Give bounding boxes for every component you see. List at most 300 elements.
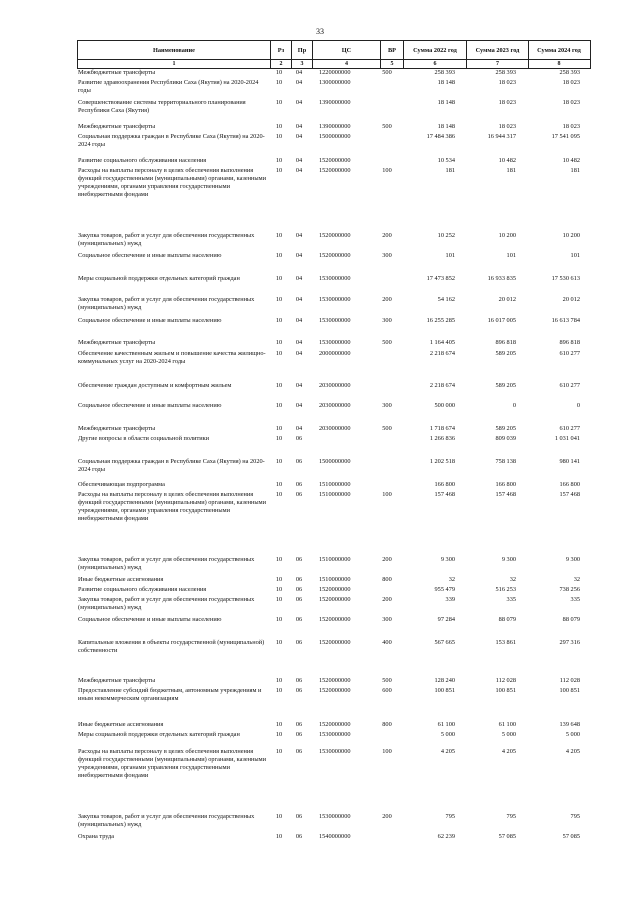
- row-sum-2022: 17 473 852: [426, 275, 455, 282]
- row-vr: 400: [382, 639, 392, 646]
- row-vr: 100: [382, 167, 392, 174]
- row-pr: 04: [295, 296, 303, 303]
- row-sum-2023: 758 138: [495, 458, 516, 465]
- row-pr: 06: [295, 596, 303, 603]
- row-pr: 06: [295, 435, 303, 442]
- row-vr: 100: [382, 491, 392, 498]
- row-vr: 300: [382, 402, 392, 409]
- row-sum-2022: 32: [448, 576, 455, 583]
- row-sum-2023: 112 028: [495, 677, 516, 684]
- table-row: [77, 576, 591, 584]
- row-rz: 10: [275, 79, 283, 86]
- row-name: Развитие социального обслуживания населения: [78, 157, 207, 164]
- row-rz: 10: [275, 99, 283, 106]
- table-row: [77, 382, 591, 390]
- row-pr: 04: [295, 123, 303, 130]
- row-sum-2024: 297 316: [559, 639, 580, 646]
- row-sum-2023: 5 000: [501, 731, 516, 738]
- row-sum-2022: 97 284: [437, 616, 455, 623]
- row-sum-2024: 258 393: [559, 69, 580, 76]
- row-pr: 06: [295, 833, 303, 840]
- row-vr: 800: [382, 576, 392, 583]
- header-cs: ЦС: [313, 41, 381, 59]
- row-vr: [376, 481, 398, 489]
- row-sum-2022: 18 148: [437, 123, 455, 130]
- row-name: Расходы на выплаты персоналу в целях обеспечения выполнения функций государственными (муниципальными) органами, казенными учреждениями, органами управления государственными внебюджетными фондами: [78, 748, 266, 779]
- row-name: Закупка товаров, работ и услуг для обеспечения государственных (муниципальных) нужд: [78, 296, 255, 311]
- row-sum-2023: 589 205: [495, 425, 516, 432]
- row-sum-2022: 258 393: [434, 69, 455, 76]
- row-name: Обеспечивающая подпрограмма: [78, 481, 165, 488]
- row-name: Обеспечение граждан доступным и комфортным жильем: [78, 382, 232, 389]
- row-sum-2024: 112 028: [559, 677, 580, 684]
- row-cs: 1530000000: [319, 275, 351, 282]
- header-vr: ВР: [381, 41, 404, 59]
- row-sum-2024: 100 851: [559, 687, 580, 694]
- page-number: 33: [316, 27, 324, 36]
- row-cs: 1220000000: [319, 69, 351, 76]
- row-vr: 500: [382, 123, 392, 130]
- row-rz: 10: [275, 133, 283, 140]
- table-row: [77, 586, 591, 594]
- row-cs: 2000000000: [319, 350, 351, 357]
- row-vr: [376, 833, 398, 841]
- budget-table: [77, 40, 591, 840]
- row-sum-2024: 896 818: [559, 339, 580, 346]
- row-sum-2024: 88 079: [562, 616, 580, 623]
- table-row: [77, 481, 591, 489]
- row-vr: 200: [382, 596, 392, 603]
- row-cs: 1540000000: [319, 833, 351, 840]
- row-sum-2023: 258 393: [495, 69, 516, 76]
- table-row: [77, 339, 591, 347]
- row-rz: 10: [275, 167, 283, 174]
- row-vr: 500: [382, 69, 392, 76]
- row-sum-2022: 10 534: [437, 157, 455, 164]
- table-row: [77, 275, 591, 283]
- row-sum-2023: 896 818: [495, 339, 516, 346]
- column-number: 7: [467, 60, 529, 68]
- row-sum-2023: 61 100: [498, 721, 516, 728]
- row-pr: 04: [295, 339, 303, 346]
- column-number: 8: [557, 61, 561, 67]
- column-number: 3: [292, 60, 313, 68]
- row-cs: 1510000000: [319, 556, 351, 563]
- row-name: Обеспечение качественным жильем и повышение качества жилищно-коммунальных услуг на 2020-2024 годы: [78, 350, 266, 365]
- row-pr: 06: [295, 586, 303, 593]
- row-sum-2022: 1 718 674: [429, 425, 455, 432]
- row-rz: 10: [275, 339, 283, 346]
- row-pr: 04: [295, 425, 303, 432]
- row-sum-2023: 181: [506, 167, 516, 174]
- row-pr: 04: [295, 69, 303, 76]
- row-sum-2022: 166 800: [434, 481, 455, 488]
- row-sum-2023: 88 079: [498, 616, 516, 623]
- row-sum-2022: 795: [445, 813, 455, 820]
- row-sum-2023: 20 012: [498, 296, 516, 303]
- row-vr: [376, 99, 398, 115]
- row-vr: 500: [382, 677, 392, 684]
- table-row: [77, 123, 591, 131]
- table-row: [77, 232, 591, 248]
- row-cs: 1530000000: [319, 317, 351, 324]
- row-rz: 10: [275, 157, 283, 164]
- table-row: [77, 721, 591, 729]
- row-vr: 200: [382, 296, 392, 303]
- row-name: Межбюджетные трансферты: [78, 123, 156, 130]
- row-pr: 06: [295, 721, 303, 728]
- table-row: [77, 748, 591, 780]
- row-sum-2023: 157 468: [495, 491, 516, 498]
- table-row: [77, 157, 591, 165]
- row-sum-2022: 500 000: [434, 402, 455, 409]
- row-cs: 1520000000: [319, 586, 351, 593]
- row-sum-2024: 166 800: [559, 481, 580, 488]
- row-name: Закупка товаров, работ и услуг для обеспечения государственных (муниципальных) нужд: [78, 232, 255, 247]
- row-rz: 10: [275, 296, 283, 303]
- row-name: Охрана труда: [78, 833, 115, 840]
- row-sum-2023: 57 085: [498, 833, 516, 840]
- row-sum-2022: 18 148: [437, 99, 455, 106]
- row-sum-2024: 10 200: [562, 232, 580, 239]
- row-name: Расходы на выплаты персоналу в целях обеспечения выполнения функций государственными (муниципальными) органами, казенными учреждениями, органами управления государственными внебюджетными фондами: [78, 167, 266, 198]
- row-pr: 06: [295, 576, 303, 583]
- row-pr: 06: [295, 748, 303, 755]
- row-sum-2024: 1 031 041: [554, 435, 580, 442]
- row-sum-2024: 16 613 784: [551, 317, 580, 324]
- row-cs: 1500000000: [319, 458, 351, 465]
- table-row: [77, 350, 591, 366]
- row-sum-2024: 610 277: [559, 350, 580, 357]
- row-sum-2024: 17 541 095: [551, 133, 580, 140]
- row-sum-2023: 335: [506, 596, 516, 603]
- row-pr: 04: [295, 382, 303, 389]
- row-sum-2022: 1 164 405: [429, 339, 455, 346]
- row-name: Меры социальной поддержки отдельных категорий граждан: [78, 275, 240, 282]
- row-vr: [376, 133, 398, 149]
- row-pr: 04: [295, 252, 303, 259]
- row-cs: 1520000000: [319, 677, 351, 684]
- row-cs: 1520000000: [319, 721, 351, 728]
- row-cs: 2030000000: [319, 425, 351, 432]
- row-sum-2022: 157 468: [434, 491, 455, 498]
- table-row: [77, 317, 591, 325]
- table-row: [77, 639, 591, 655]
- row-vr: 300: [382, 317, 392, 324]
- row-vr: 300: [382, 252, 392, 259]
- row-sum-2022: 16 255 285: [426, 317, 455, 324]
- row-cs: 1530000000: [319, 731, 351, 738]
- row-name: Иные бюджетные ассигнования: [78, 576, 164, 583]
- row-pr: 06: [295, 556, 303, 563]
- row-rz: 10: [275, 123, 283, 130]
- column-number: 6: [404, 60, 467, 68]
- row-pr: 06: [295, 458, 303, 465]
- column-number: 1: [78, 60, 271, 68]
- row-rz: 10: [275, 731, 283, 738]
- row-name: Межбюджетные трансферты: [78, 69, 156, 76]
- row-rz: 10: [275, 350, 283, 357]
- row-sum-2023: 10 200: [498, 232, 516, 239]
- row-sum-2023: 101: [506, 252, 516, 259]
- row-rz: 10: [275, 317, 283, 324]
- row-cs: 2030000000: [319, 402, 351, 409]
- row-sum-2024: 610 277: [559, 425, 580, 432]
- row-sum-2022: 62 239: [437, 833, 455, 840]
- row-sum-2024: 139 648: [559, 721, 580, 728]
- row-sum-2023: 100 851: [495, 687, 516, 694]
- row-cs: 1530000000: [319, 339, 351, 346]
- row-rz: 10: [275, 556, 283, 563]
- row-name: Межбюджетные трансферты: [78, 677, 156, 684]
- row-rz: 10: [275, 677, 283, 684]
- row-name: Социальная поддержка граждан в Республике Саха (Якутия) на 2020-2024 годы: [78, 133, 265, 148]
- row-sum-2022: 101: [445, 252, 455, 259]
- row-rz: 10: [275, 616, 283, 623]
- row-rz: 10: [275, 69, 283, 76]
- row-pr: 04: [295, 133, 303, 140]
- row-name: Межбюджетные трансферты: [78, 339, 156, 346]
- row-name: Социальное обеспечение и иные выплаты населению: [78, 616, 222, 623]
- row-name: Другие вопросы в области социальной политики: [78, 435, 210, 442]
- row-rz: 10: [275, 275, 283, 282]
- row-pr: 06: [295, 616, 303, 623]
- row-sum-2022: 4 205: [440, 748, 455, 755]
- row-vr: [376, 435, 398, 443]
- row-vr: [376, 157, 398, 165]
- row-name: Иные бюджетные ассигнования: [78, 721, 164, 728]
- table-row: [77, 687, 591, 703]
- row-cs: 1520000000: [319, 616, 351, 623]
- table-row: [77, 833, 591, 841]
- row-sum-2023: 16 933 835: [487, 275, 516, 282]
- row-sum-2023: 0: [512, 402, 516, 409]
- row-name: Социальное обеспечение и иные выплаты населению: [78, 252, 222, 259]
- row-sum-2024: 57 085: [562, 833, 580, 840]
- row-sum-2022: 181: [445, 167, 455, 174]
- row-vr: 200: [382, 813, 392, 820]
- row-sum-2024: 335: [570, 596, 580, 603]
- row-vr: 100: [382, 748, 392, 755]
- row-vr: [376, 586, 398, 594]
- row-rz: 10: [275, 748, 283, 755]
- row-pr: 04: [295, 402, 303, 409]
- row-cs: 1520000000: [319, 639, 351, 646]
- table-header-row: [77, 40, 591, 59]
- table-row: [77, 133, 591, 149]
- row-cs: 1530000000: [319, 296, 351, 303]
- row-pr: 04: [295, 275, 303, 282]
- row-rz: 10: [275, 596, 283, 603]
- column-number: 5: [381, 60, 404, 68]
- table-row: [77, 677, 591, 685]
- row-cs: 1520000000: [319, 167, 351, 174]
- row-rz: 10: [275, 481, 283, 488]
- header-name: Наименование: [78, 41, 271, 59]
- row-name: Социальное обеспечение и иные выплаты населению: [78, 402, 222, 409]
- row-cs: 1520000000: [319, 596, 351, 603]
- row-sum-2022: 18 148: [437, 79, 455, 86]
- row-pr: 04: [295, 232, 303, 239]
- table-row: [77, 252, 591, 260]
- row-sum-2023: 18 023: [498, 79, 516, 86]
- row-cs: 1520000000: [319, 252, 351, 259]
- row-rz: 10: [275, 458, 283, 465]
- table-row: [77, 402, 591, 410]
- row-sum-2022: 17 484 386: [426, 133, 455, 140]
- row-sum-2023: 153 861: [495, 639, 516, 646]
- row-rz: 10: [275, 576, 283, 583]
- column-number: 2: [271, 60, 292, 68]
- row-cs: 1510000000: [319, 576, 351, 583]
- row-sum-2022: 2 218 674: [429, 382, 455, 389]
- row-rz: 10: [275, 721, 283, 728]
- row-name: Совершенствование системы территориального планирования Республики Саха (Якутия): [78, 99, 246, 114]
- row-vr: [376, 731, 398, 739]
- row-sum-2023: 589 205: [495, 350, 516, 357]
- column-number: 4: [313, 60, 381, 68]
- row-vr: 200: [382, 556, 392, 563]
- row-sum-2023: 166 800: [495, 481, 516, 488]
- row-vr: [376, 275, 398, 283]
- row-rz: 10: [275, 402, 283, 409]
- row-sum-2023: 32: [509, 576, 516, 583]
- row-sum-2022: 339: [445, 596, 455, 603]
- row-sum-2023: 16 944 317: [487, 133, 516, 140]
- table-row: [77, 616, 591, 624]
- row-pr: 06: [295, 491, 303, 498]
- row-name: Развитие здравоохранения Республики Саха (Якутия) на 2020-2024 годы: [78, 79, 259, 94]
- row-vr: 800: [382, 721, 392, 728]
- row-vr: [376, 350, 398, 366]
- row-cs: 1300000000: [319, 79, 351, 86]
- row-sum-2023: 795: [506, 813, 516, 820]
- row-rz: 10: [275, 252, 283, 259]
- row-rz: 10: [275, 639, 283, 646]
- row-pr: 04: [295, 350, 303, 357]
- row-rz: 10: [275, 232, 283, 239]
- row-sum-2024: 32: [573, 576, 580, 583]
- row-sum-2022: 54 162: [437, 296, 455, 303]
- row-sum-2022: 1 266 836: [429, 435, 455, 442]
- row-sum-2024: 5 000: [565, 731, 580, 738]
- table-row: [77, 731, 591, 739]
- row-sum-2023: 16 017 005: [487, 317, 516, 324]
- row-pr: 06: [295, 731, 303, 738]
- header-sum-2023: Сумма 2023 год: [467, 41, 529, 59]
- row-rz: 10: [275, 586, 283, 593]
- row-sum-2024: 980 141: [559, 458, 580, 465]
- table-row: [77, 458, 591, 474]
- row-sum-2024: 18 023: [562, 123, 580, 130]
- table-row: [77, 556, 591, 572]
- row-vr: 300: [382, 616, 392, 623]
- row-sum-2023: 10 482: [498, 157, 516, 164]
- row-name: Закупка товаров, работ и услуг для обеспечения государственных (муниципальных) нужд: [78, 813, 255, 828]
- row-pr: 06: [295, 481, 303, 488]
- row-cs: 1510000000: [319, 481, 351, 488]
- row-rz: 10: [275, 435, 283, 442]
- row-sum-2024: 20 012: [562, 296, 580, 303]
- row-sum-2023: 18 023: [498, 99, 516, 106]
- row-vr: [376, 79, 398, 95]
- row-sum-2024: 738 256: [559, 586, 580, 593]
- row-sum-2022: 567 665: [434, 639, 455, 646]
- row-sum-2024: 0: [576, 402, 580, 409]
- row-sum-2023: 4 205: [501, 748, 516, 755]
- row-pr: 04: [295, 99, 303, 106]
- table-row: [77, 79, 591, 95]
- row-pr: 04: [295, 317, 303, 324]
- row-rz: 10: [275, 382, 283, 389]
- row-sum-2023: 18 023: [498, 123, 516, 130]
- row-sum-2023: 809 039: [495, 435, 516, 442]
- header-pr: Пр: [292, 41, 313, 59]
- row-rz: 10: [275, 687, 283, 694]
- row-cs: [309, 435, 376, 443]
- row-vr: [376, 382, 398, 390]
- row-cs: 1530000000: [319, 748, 351, 755]
- row-cs: 1390000000: [319, 99, 351, 106]
- row-cs: 1520000000: [319, 157, 351, 164]
- row-name: Капитальные вложения в объекты государственной (муниципальной) собственности: [78, 639, 265, 654]
- row-sum-2023: 589 205: [495, 382, 516, 389]
- table-row: [77, 69, 591, 77]
- row-vr: 200: [382, 232, 392, 239]
- row-sum-2022: 2 218 674: [429, 350, 455, 357]
- row-vr: 500: [382, 425, 392, 432]
- row-pr: 06: [295, 813, 303, 820]
- row-cs: 1520000000: [319, 687, 351, 694]
- row-name: Закупка товаров, работ и услуг для обеспечения государственных (муниципальных) нужд: [78, 596, 255, 611]
- row-rz: 10: [275, 833, 283, 840]
- row-sum-2024: 9 300: [565, 556, 580, 563]
- row-sum-2024: 17 530 613: [551, 275, 580, 282]
- row-sum-2023: 9 300: [501, 556, 516, 563]
- row-pr: 04: [295, 157, 303, 164]
- row-sum-2024: 18 023: [562, 79, 580, 86]
- row-cs: 2030000000: [319, 382, 351, 389]
- row-sum-2022: 10 252: [437, 232, 455, 239]
- row-pr: 06: [295, 639, 303, 646]
- table-row: [77, 296, 591, 312]
- row-name: Социальная поддержка граждан в Республике Саха (Якутия) на 2020-2024 годы: [78, 458, 265, 473]
- table-row: [77, 425, 591, 433]
- row-name: Закупка товаров, работ и услуг для обеспечения государственных (муниципальных) нужд: [78, 556, 255, 571]
- row-sum-2024: 18 023: [562, 99, 580, 106]
- row-pr: 06: [295, 677, 303, 684]
- row-sum-2022: 5 000: [440, 731, 455, 738]
- row-cs: 1500000000: [319, 133, 351, 140]
- row-sum-2024: 181: [570, 167, 580, 174]
- row-vr: 600: [382, 687, 392, 694]
- row-name: Межбюджетные трансферты: [78, 425, 156, 432]
- row-sum-2024: 101: [570, 252, 580, 259]
- header-sum-2022: Сумма 2022 год: [404, 41, 467, 59]
- row-name: Расходы на выплаты персоналу в целях обеспечения выполнения функций государственными (муниципальными) органами, казенными учреждениями, органами управления государственными внебюджетными фондами: [78, 491, 266, 522]
- row-name: Предоставление субсидий бюджетным, автономным учреждениям и иным некоммерческим организациям: [78, 687, 262, 702]
- row-vr: [376, 458, 398, 474]
- row-sum-2024: 4 205: [565, 748, 580, 755]
- row-sum-2024: 795: [570, 813, 580, 820]
- row-cs: 1530000000: [319, 813, 351, 820]
- header-rz: Рз: [271, 41, 292, 59]
- table-row: [77, 813, 591, 829]
- row-pr: 06: [295, 687, 303, 694]
- row-rz: 10: [275, 491, 283, 498]
- row-sum-2022: 100 851: [434, 687, 455, 694]
- row-sum-2022: 61 100: [437, 721, 455, 728]
